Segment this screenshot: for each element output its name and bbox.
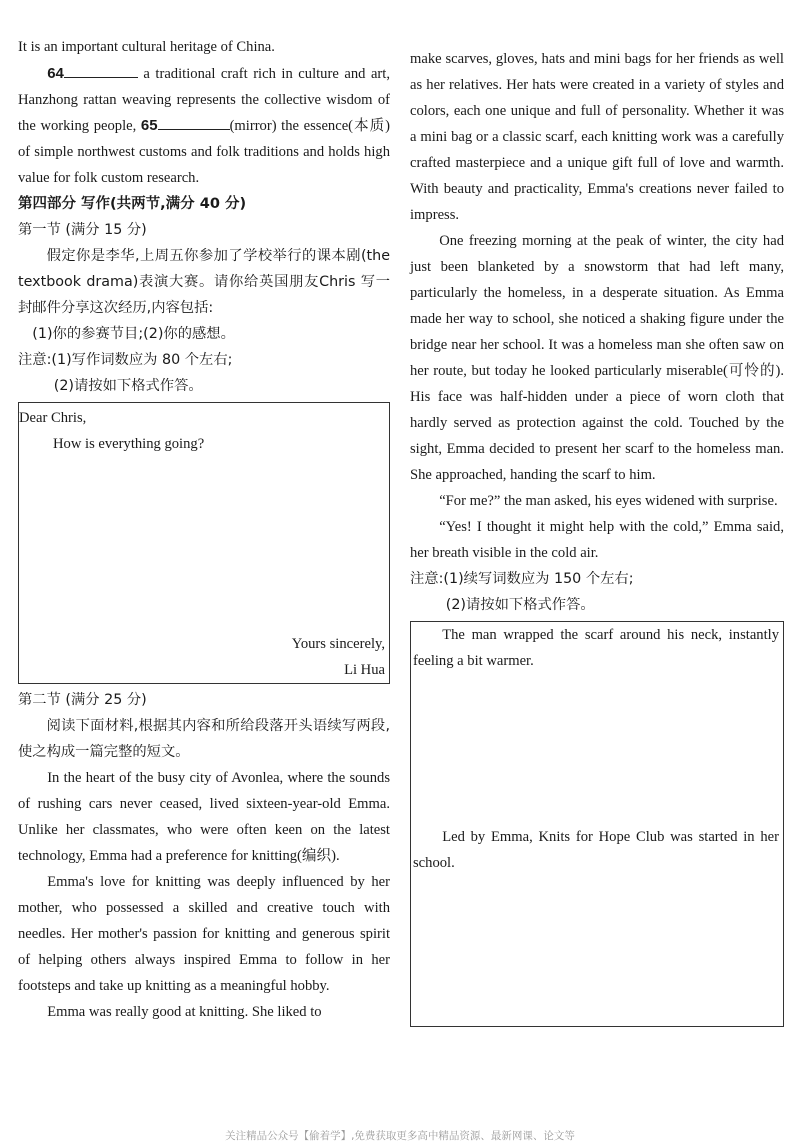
story-paragraph-3-start: Emma was really good at knitting. She liked to <box>47 1004 322 1020</box>
section1-prompt: 假定你是李华,上周五你参加了学校举行的课本剧(the textbook drama)表演大赛。请你给英国朋友Chris 写一封邮件分享这次经历,内容包括: <box>18 248 390 316</box>
cloze-text-2: (mirror) the essence(本质) of simple northwest customs and folk traditions and holds high value for folk custom research. <box>18 118 390 186</box>
blank-64-line[interactable] <box>64 61 138 78</box>
cloze-text-1: a traditional craft rich in culture and art, Hanzhong rattan weaving represents the collective wisdom of the working people, <box>18 66 390 134</box>
story-paragraph-1: In the heart of the busy city of Avonlea, where the sounds of rushing cars never ceased, lived sixteen-year-old Emma. Unlike her classmates, who were often keen on the latest technology, Emma had a preference for knitting(编织). <box>18 770 390 864</box>
letter-answer-box[interactable] <box>18 402 390 684</box>
continuation-note-1: 注意:(1)续写词数应为 150 个左右; <box>410 571 634 587</box>
story-paragraph-4: One freezing morning at the peak of winter, the city had just been blanketed by a snowstorm that had left many, particularly the homeless, in a desperate situation. As Emma made her way to school, she noticed a shaking figure under the bridge near her school. It was a homeless man she often saw on her route, but today he looked particularly miserable(可怜的). His face was half-hidden under a piece of worn cloth that hardly served as protection against the cold. Touched by the sight, Emma decided to present her scarf to the homeless man. She approached, handing the scarf to him. <box>410 233 784 483</box>
letter-greeting: Dear Chris, <box>19 410 87 426</box>
continuation-answer-box[interactable] <box>410 621 784 1027</box>
blank-65-line[interactable] <box>158 113 230 130</box>
letter-opening: How is everything going? <box>53 436 205 452</box>
blank-65-number: 65 <box>140 117 158 134</box>
left-column <box>18 0 390 1025</box>
section1-note-1: 注意:(1)写作词数应为 80 个左右; <box>18 352 233 368</box>
section1-content-items: (1)你的参赛节目;(2)你的感想。 <box>32 326 235 342</box>
story-paragraph-2: Emma's love for knitting was deeply influenced by her mother, who possessed a skilled and creative touch with needles. Her mother's passion for knitting and generous spirit of helping others always inspired Emma to follow in her footsteps and take up knitting as a meaningful hobby. <box>18 874 390 994</box>
section2-prompt: 阅读下面材料,根据其内容和所给段落开头语续写两段,使之构成一篇完整的短文。 <box>18 718 390 760</box>
intro-sentence: It is an important cultural heritage of China. <box>18 39 275 55</box>
part4-heading: 第四部分 写作(共两节,满分 40 分) <box>18 196 247 212</box>
continuation-opening-1: The man wrapped the scarf around his neck, instantly feeling a bit warmer. <box>413 627 779 669</box>
section1-note-2: (2)请按如下格式作答。 <box>53 378 203 394</box>
letter-signature: Li Hua <box>344 662 385 678</box>
continuation-opening-2: Led by Emma, Knits for Hope Club was started in her school. <box>413 829 779 871</box>
story-paragraph-5: “For me?” the man asked, his eyes widened with surprise. <box>439 493 778 509</box>
page-footer-watermark: 关注精品公众号【偷着学】,免费获取更多高中精品资源、最新网课、论文等 <box>225 1130 575 1142</box>
blank-64-number: 64 <box>47 65 64 82</box>
right-column <box>410 0 784 1027</box>
continuation-note-2: (2)请按如下格式作答。 <box>445 597 595 613</box>
section2-heading: 第二节 (满分 25 分) <box>18 692 147 708</box>
cloze-passage-end <box>18 61 390 191</box>
letter-closing: Yours sincerely, <box>291 636 385 652</box>
section1-heading: 第一节 (满分 15 分) <box>18 222 147 238</box>
story-paragraph-6: “Yes! I thought it might help with the cold,” Emma said, her breath visible in the cold air. <box>410 519 784 561</box>
story-paragraph-3-continued: make scarves, gloves, hats and mini bags for her friends as well as her relatives. Her hats were created in a variety of styles and colors, each one unique and full of personality. Whether it was a mini bag or a classic scarf, each knitting work was a carefully crafted masterpiece and a unique gift full of love and warmth. With beauty and practicality, Emma's creations never failed to impress. <box>410 51 784 223</box>
